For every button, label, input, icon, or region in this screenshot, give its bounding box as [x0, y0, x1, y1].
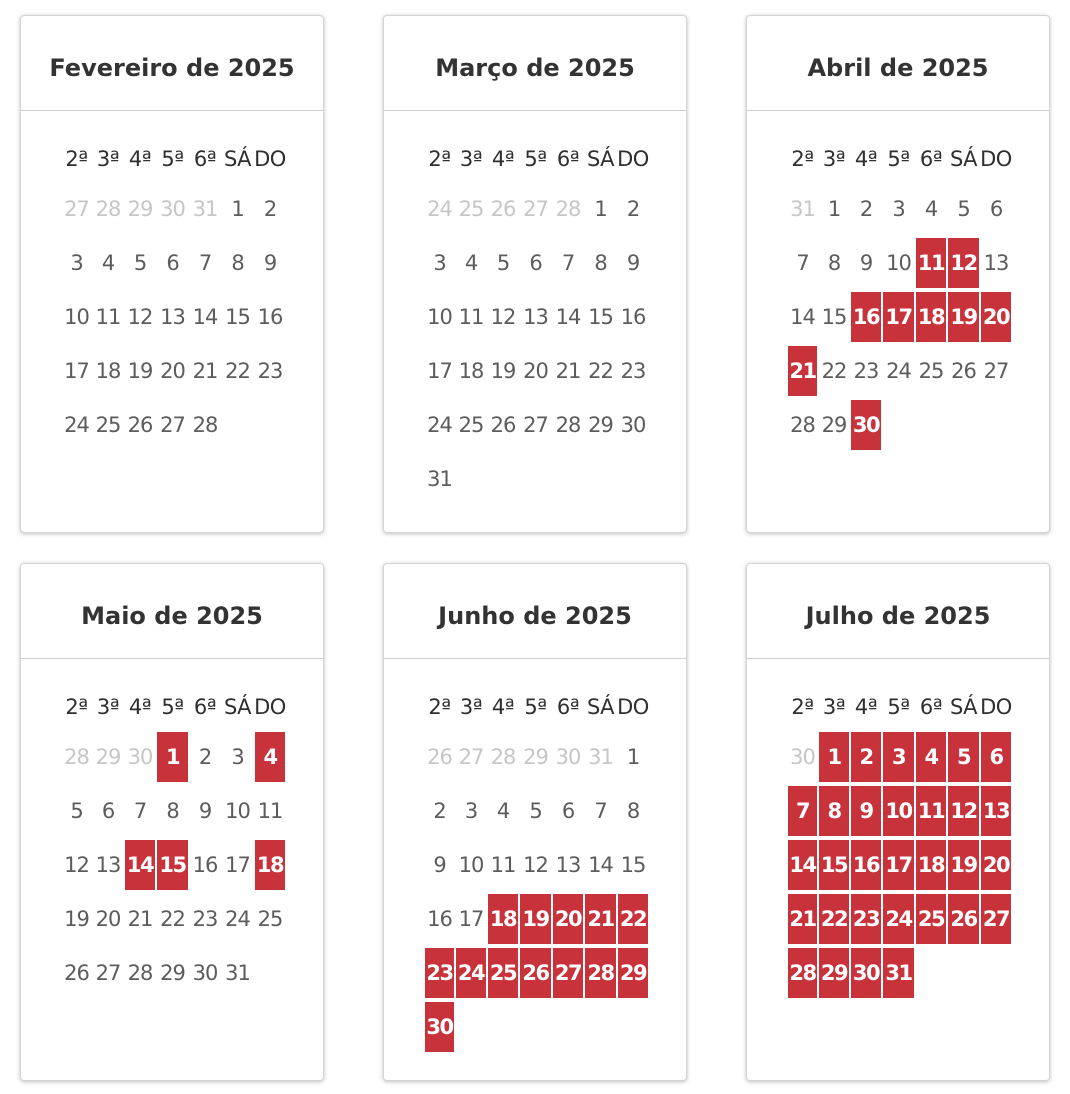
day-cell-highlighted[interactable]: 14 — [788, 840, 817, 890]
weekday-header: 3ª — [96, 695, 120, 719]
weekday-header: 4ª — [491, 695, 515, 719]
day-cell-other-month[interactable]: 28 — [490, 745, 516, 769]
day-cell-highlighted[interactable]: 30 — [851, 948, 881, 998]
day-cell[interactable]: 25 — [257, 907, 283, 931]
weekday-header: 3ª — [459, 147, 483, 171]
day-cell[interactable]: 4 — [496, 799, 510, 823]
day-cell[interactable]: 31 — [225, 961, 250, 985]
day-cell-other-month[interactable]: 31 — [790, 197, 815, 221]
day-cell[interactable]: 9 — [626, 251, 640, 275]
day-cell-highlighted[interactable]: 3 — [883, 732, 914, 782]
day-cell[interactable]: 23 — [853, 359, 879, 383]
day-cell[interactable]: 12 — [523, 853, 548, 877]
day-cell[interactable]: 15 — [821, 305, 847, 329]
day-cell-highlighted[interactable]: 25 — [916, 894, 946, 944]
day-cell-highlighted[interactable]: 27 — [981, 894, 1011, 944]
day-cell[interactable]: 23 — [257, 359, 283, 383]
month-title: Fevereiro de 2025 — [49, 54, 295, 82]
day-cell[interactable]: 23 — [192, 907, 218, 931]
weekday-header: DO — [617, 695, 649, 719]
day-cell[interactable]: 5 — [529, 799, 542, 823]
day-cell[interactable]: 11 — [490, 853, 516, 877]
day-cell[interactable]: 21 — [127, 907, 153, 931]
day-cell[interactable]: 24 — [886, 359, 911, 383]
weekday-header: 6ª — [556, 695, 580, 719]
weekday-header: SÁ — [223, 695, 252, 719]
day-cell-highlighted[interactable]: 4 — [916, 732, 946, 782]
day-cell[interactable]: 26 — [490, 413, 516, 437]
day-cell[interactable]: 22 — [225, 359, 250, 383]
day-cell-highlighted[interactable]: 12 — [948, 786, 979, 836]
weekday-header: SÁ — [586, 147, 615, 171]
day-cell[interactable]: 23 — [620, 359, 646, 383]
day-cell[interactable]: 2 — [859, 197, 873, 221]
day-cell[interactable]: 1 — [594, 197, 607, 221]
day-cell[interactable]: 7 — [594, 799, 607, 823]
weekday-header: 6ª — [556, 147, 580, 171]
day-cell[interactable]: 30 — [620, 413, 646, 437]
day-cell[interactable]: 2 — [626, 197, 640, 221]
day-cell-highlighted[interactable]: 20 — [981, 840, 1011, 890]
day-cell-highlighted[interactable]: 17 — [883, 840, 914, 890]
day-cell[interactable]: 27 — [523, 413, 548, 437]
weekday-header: 3ª — [822, 147, 846, 171]
day-cell[interactable]: 20 — [523, 359, 548, 383]
day-cell-highlighted[interactable]: 17 — [883, 292, 914, 342]
day-cell[interactable]: 30 — [192, 961, 218, 985]
day-cell-highlighted[interactable]: 19 — [948, 840, 979, 890]
day-cell-highlighted[interactable]: 18 — [488, 894, 518, 944]
day-cell-highlighted[interactable]: 10 — [883, 786, 914, 836]
day-cell[interactable]: 5 — [957, 197, 970, 221]
day-cell[interactable]: 24 — [64, 413, 89, 437]
day-cell[interactable]: 21 — [192, 359, 218, 383]
weekday-header: 4ª — [854, 147, 878, 171]
month-calendar — [20, 563, 324, 1081]
day-cell[interactable]: 22 — [588, 359, 613, 383]
day-cell[interactable]: 7 — [198, 251, 212, 275]
day-cell[interactable]: 1 — [231, 197, 244, 221]
day-cell-highlighted[interactable]: 7 — [788, 786, 817, 836]
day-cell[interactable]: 3 — [231, 745, 244, 769]
day-cell[interactable]: 16 — [192, 853, 218, 877]
days-grid — [424, 136, 649, 506]
weekday-header: 5ª — [161, 695, 184, 719]
month-calendar — [383, 15, 687, 533]
month-calendar — [746, 15, 1050, 533]
calendar-header — [384, 564, 686, 659]
day-cell-other-month[interactable]: 27 — [458, 745, 484, 769]
day-cell-highlighted[interactable]: 2 — [851, 732, 881, 782]
day-cell-highlighted[interactable]: 20 — [981, 292, 1011, 342]
calendar-header — [21, 564, 323, 659]
calendar-header — [747, 564, 1049, 659]
day-cell-highlighted[interactable]: 15 — [819, 840, 849, 890]
day-cell[interactable]: 8 — [231, 251, 244, 275]
day-cell[interactable]: 22 — [821, 359, 847, 383]
day-cell[interactable]: 13 — [983, 251, 1009, 275]
day-cell[interactable]: 14 — [555, 305, 581, 329]
day-cell[interactable]: 10 — [64, 305, 89, 329]
day-cell-highlighted[interactable]: 24 — [456, 948, 486, 998]
day-cell[interactable]: 19 — [64, 907, 89, 931]
day-cell[interactable]: 6 — [101, 799, 115, 823]
day-cell[interactable]: 5 — [496, 251, 510, 275]
day-cell[interactable]: 19 — [127, 359, 153, 383]
weekday-header: 2ª — [428, 147, 451, 171]
day-cell-other-month[interactable]: 28 — [64, 745, 89, 769]
day-cell[interactable]: 9 — [859, 251, 873, 275]
day-cell[interactable]: 7 — [796, 251, 809, 275]
day-cell[interactable]: 10 — [886, 251, 911, 275]
day-cell[interactable]: 19 — [490, 359, 516, 383]
month-calendar — [746, 563, 1050, 1081]
day-cell-other-month[interactable]: 30 — [790, 745, 815, 769]
weekday-header: DO — [254, 147, 286, 171]
day-cell[interactable]: 29 — [821, 413, 847, 437]
month-calendar — [20, 15, 324, 533]
weekday-header: SÁ — [223, 147, 252, 171]
weekday-header: DO — [254, 695, 286, 719]
day-cell-other-month[interactable]: 25 — [458, 197, 484, 221]
weekday-header: SÁ — [949, 695, 978, 719]
day-cell-highlighted[interactable]: 26 — [948, 894, 979, 944]
day-cell[interactable]: 12 — [127, 305, 153, 329]
day-cell-highlighted[interactable]: 8 — [819, 786, 849, 836]
day-cell[interactable]: 15 — [588, 305, 613, 329]
day-cell-highlighted[interactable]: 9 — [851, 786, 881, 836]
day-cell[interactable]: 1 — [827, 197, 841, 221]
weekday-header: 3ª — [822, 695, 846, 719]
day-cell-highlighted[interactable]: 11 — [916, 786, 946, 836]
day-cell[interactable]: 13 — [555, 853, 581, 877]
day-cell-highlighted[interactable]: 22 — [618, 894, 648, 944]
day-cell[interactable]: 28 — [790, 413, 815, 437]
day-cell-highlighted[interactable]: 20 — [553, 894, 583, 944]
day-cell[interactable]: 25 — [918, 359, 944, 383]
day-cell-highlighted[interactable]: 14 — [125, 840, 155, 890]
day-cell[interactable]: 14 — [192, 305, 218, 329]
day-cell-highlighted[interactable]: 25 — [488, 948, 518, 998]
calendar-header — [384, 16, 686, 111]
day-cell-highlighted[interactable]: 30 — [851, 400, 881, 450]
weekday-header: 4ª — [491, 147, 515, 171]
weekday-header: 5ª — [161, 147, 184, 171]
day-cell[interactable]: 6 — [166, 251, 179, 275]
weekday-header: 4ª — [854, 695, 878, 719]
day-cell[interactable]: 31 — [427, 467, 452, 491]
weekday-header: DO — [980, 695, 1012, 719]
day-cell[interactable]: 10 — [427, 305, 452, 329]
day-cell[interactable]: 2 — [263, 197, 277, 221]
day-cell[interactable]: 10 — [225, 799, 250, 823]
day-cell[interactable]: 14 — [790, 305, 815, 329]
day-cell[interactable]: 3 — [464, 799, 478, 823]
weekday-header: 5ª — [887, 695, 910, 719]
day-cell[interactable]: 11 — [95, 305, 121, 329]
day-cell[interactable]: 28 — [127, 961, 153, 985]
day-cell-other-month[interactable]: 30 — [127, 745, 153, 769]
day-cell[interactable]: 26 — [64, 961, 89, 985]
day-cell[interactable]: 2 — [433, 799, 446, 823]
day-cell-other-month[interactable]: 30 — [160, 197, 185, 221]
weekday-header: SÁ — [586, 695, 615, 719]
day-cell[interactable]: 3 — [433, 251, 446, 275]
day-cell[interactable]: 13 — [523, 305, 548, 329]
weekday-header: 4ª — [128, 695, 152, 719]
weekday-header: 6ª — [193, 147, 217, 171]
days-grid — [787, 136, 1012, 452]
day-cell[interactable]: 25 — [458, 413, 484, 437]
day-cell[interactable]: 27 — [95, 961, 121, 985]
day-cell[interactable]: 13 — [95, 853, 121, 877]
weekday-header: DO — [980, 147, 1012, 171]
day-cell-highlighted[interactable]: 13 — [981, 786, 1011, 836]
day-cell[interactable]: 25 — [95, 413, 121, 437]
day-cell[interactable]: 11 — [257, 799, 283, 823]
weekday-header: 5ª — [887, 147, 910, 171]
day-cell-highlighted[interactable]: 5 — [948, 732, 979, 782]
weekday-header: 6ª — [919, 147, 943, 171]
day-cell-highlighted[interactable]: 23 — [851, 894, 881, 944]
weekday-header: 2ª — [428, 695, 451, 719]
day-cell-highlighted[interactable]: 28 — [585, 948, 616, 998]
day-cell[interactable]: 16 — [620, 305, 646, 329]
day-cell-other-month[interactable]: 31 — [588, 745, 613, 769]
day-cell[interactable]: 17 — [225, 853, 250, 877]
day-cell-highlighted[interactable]: 18 — [916, 840, 946, 890]
day-cell-other-month[interactable]: 27 — [523, 197, 548, 221]
day-cell-highlighted[interactable]: 12 — [948, 238, 979, 288]
day-cell[interactable]: 6 — [561, 799, 575, 823]
day-cell-other-month[interactable]: 29 — [95, 745, 121, 769]
day-cell[interactable]: 15 — [620, 853, 646, 877]
month-calendar — [383, 563, 687, 1081]
day-cell[interactable]: 16 — [427, 907, 452, 931]
day-cell-highlighted[interactable]: 21 — [585, 894, 616, 944]
day-cell[interactable]: 7 — [133, 799, 147, 823]
weekday-header: 5ª — [524, 147, 547, 171]
day-cell-highlighted[interactable]: 21 — [788, 894, 817, 944]
day-cell-other-month[interactable]: 30 — [555, 745, 581, 769]
day-cell-highlighted[interactable]: 30 — [425, 1002, 454, 1052]
day-cell[interactable]: 20 — [95, 907, 121, 931]
day-cell-other-month[interactable]: 24 — [427, 197, 452, 221]
day-cell-highlighted[interactable]: 31 — [883, 948, 914, 998]
day-cell[interactable]: 9 — [433, 853, 446, 877]
day-cell-highlighted[interactable]: 29 — [618, 948, 648, 998]
day-cell[interactable]: 24 — [225, 907, 250, 931]
weekday-header: 3ª — [96, 147, 120, 171]
day-cell[interactable]: 8 — [626, 799, 640, 823]
day-cell[interactable]: 8 — [594, 251, 607, 275]
day-cell-highlighted[interactable]: 26 — [520, 948, 551, 998]
day-cell[interactable]: 3 — [892, 197, 905, 221]
calendar-header — [747, 16, 1049, 111]
day-cell-highlighted[interactable]: 29 — [819, 948, 849, 998]
day-cell[interactable]: 14 — [588, 853, 613, 877]
day-cell[interactable]: 8 — [827, 251, 841, 275]
day-cell[interactable]: 1 — [626, 745, 640, 769]
day-cell[interactable]: 12 — [490, 305, 516, 329]
day-cell[interactable]: 9 — [198, 799, 212, 823]
day-cell-highlighted[interactable]: 11 — [916, 238, 946, 288]
day-cell[interactable]: 24 — [427, 413, 452, 437]
day-cell[interactable]: 27 — [160, 413, 185, 437]
day-cell[interactable]: 26 — [127, 413, 153, 437]
day-cell[interactable]: 17 — [458, 907, 484, 931]
weekday-header: 2ª — [65, 695, 88, 719]
day-cell[interactable]: 26 — [951, 359, 976, 383]
day-cell[interactable]: 21 — [555, 359, 581, 383]
day-cell-highlighted[interactable]: 23 — [425, 948, 454, 998]
day-cell-highlighted[interactable]: 21 — [788, 346, 817, 396]
day-cell[interactable]: 28 — [192, 413, 218, 437]
day-cell[interactable]: 12 — [64, 853, 89, 877]
day-cell[interactable]: 28 — [555, 413, 581, 437]
day-cell-other-month[interactable]: 28 — [95, 197, 121, 221]
day-cell-highlighted[interactable]: 16 — [851, 292, 881, 342]
day-cell[interactable]: 10 — [458, 853, 484, 877]
day-cell[interactable]: 9 — [263, 251, 277, 275]
day-cell[interactable]: 29 — [160, 961, 185, 985]
weekday-header: 3ª — [459, 695, 483, 719]
weekday-header: 2ª — [791, 695, 814, 719]
day-cell[interactable]: 17 — [64, 359, 89, 383]
weekday-header: 2ª — [65, 147, 88, 171]
day-cell[interactable]: 16 — [257, 305, 283, 329]
day-cell-highlighted[interactable]: 4 — [255, 732, 285, 782]
day-cell[interactable]: 4 — [101, 251, 115, 275]
day-cell-other-month[interactable]: 26 — [427, 745, 452, 769]
day-cell-highlighted[interactable]: 15 — [157, 840, 188, 890]
day-cell-highlighted[interactable]: 18 — [255, 840, 285, 890]
day-cell-other-month[interactable]: 31 — [192, 197, 218, 221]
weekday-header: 4ª — [128, 147, 152, 171]
day-cell-highlighted[interactable]: 22 — [819, 894, 849, 944]
day-cell[interactable]: 5 — [133, 251, 147, 275]
weekday-header: SÁ — [949, 147, 978, 171]
day-cell[interactable]: 5 — [70, 799, 83, 823]
days-grid — [61, 136, 286, 452]
day-cell[interactable]: 22 — [160, 907, 185, 931]
month-title: Março de 2025 — [435, 54, 635, 82]
day-cell[interactable]: 17 — [427, 359, 452, 383]
month-title: Maio de 2025 — [81, 602, 263, 630]
day-cell[interactable]: 11 — [458, 305, 484, 329]
day-cell-other-month[interactable]: 28 — [555, 197, 581, 221]
weekday-header: 6ª — [193, 695, 217, 719]
day-cell-highlighted[interactable]: 19 — [948, 292, 979, 342]
day-cell-highlighted[interactable]: 1 — [819, 732, 849, 782]
day-cell[interactable]: 6 — [529, 251, 542, 275]
day-cell-highlighted[interactable]: 6 — [981, 732, 1011, 782]
day-cell[interactable]: 6 — [989, 197, 1003, 221]
day-cell-highlighted[interactable]: 16 — [851, 840, 881, 890]
day-cell[interactable]: 18 — [458, 359, 484, 383]
day-cell[interactable]: 29 — [588, 413, 613, 437]
day-cell-other-month[interactable]: 29 — [127, 197, 153, 221]
day-cell[interactable]: 20 — [160, 359, 185, 383]
day-cell-highlighted[interactable]: 1 — [157, 732, 188, 782]
day-cell-other-month[interactable]: 27 — [64, 197, 89, 221]
day-cell[interactable]: 4 — [924, 197, 938, 221]
day-cell[interactable]: 2 — [198, 745, 212, 769]
weekday-header: DO — [617, 147, 649, 171]
month-title: Abril de 2025 — [807, 54, 989, 82]
day-cell-highlighted[interactable]: 18 — [916, 292, 946, 342]
day-cell[interactable]: 4 — [464, 251, 478, 275]
days-grid — [61, 684, 286, 1000]
day-cell[interactable]: 18 — [95, 359, 121, 383]
day-cell-highlighted[interactable]: 24 — [883, 894, 914, 944]
month-title: Junho de 2025 — [438, 602, 632, 630]
day-cell[interactable]: 13 — [160, 305, 185, 329]
day-cell[interactable]: 7 — [561, 251, 575, 275]
day-cell-other-month[interactable]: 29 — [523, 745, 548, 769]
days-grid — [424, 684, 649, 1054]
day-cell[interactable]: 15 — [225, 305, 250, 329]
days-grid — [787, 684, 1012, 1000]
weekday-header: 2ª — [791, 147, 814, 171]
day-cell-highlighted[interactable]: 19 — [520, 894, 551, 944]
day-cell-highlighted[interactable]: 28 — [788, 948, 817, 998]
day-cell[interactable]: 3 — [70, 251, 83, 275]
day-cell-other-month[interactable]: 26 — [490, 197, 516, 221]
day-cell-highlighted[interactable]: 27 — [553, 948, 583, 998]
day-cell[interactable]: 8 — [166, 799, 179, 823]
weekday-header: 6ª — [919, 695, 943, 719]
day-cell[interactable]: 27 — [983, 359, 1009, 383]
weekday-header: 5ª — [524, 695, 547, 719]
calendar-header — [21, 16, 323, 111]
month-title: Julho de 2025 — [805, 602, 991, 630]
